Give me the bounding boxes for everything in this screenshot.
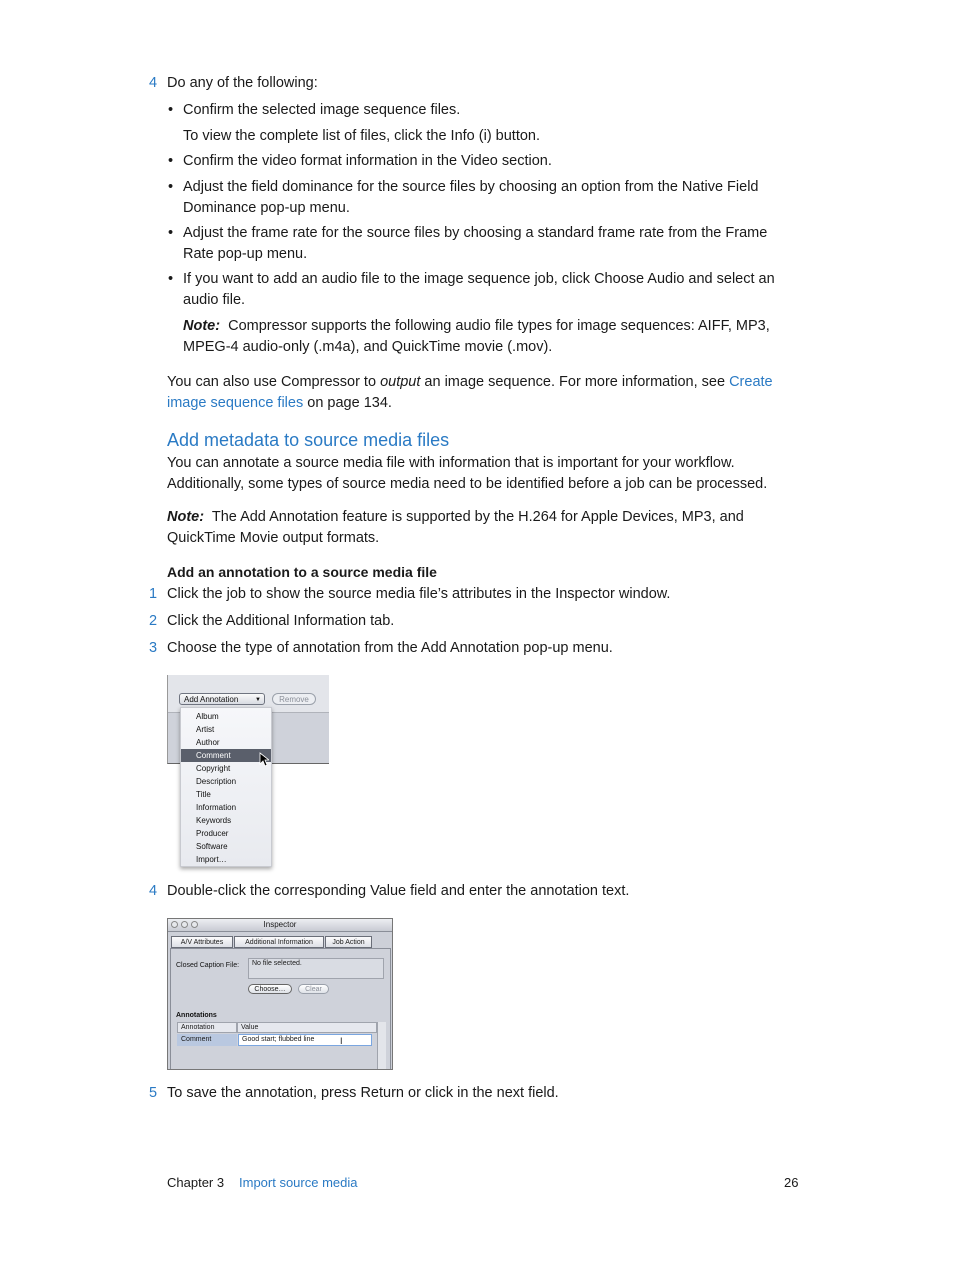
remove-button[interactable]: Remove bbox=[272, 693, 316, 705]
step-text: Choose the type of annotation from the Add Annotation pop-up menu. bbox=[167, 640, 613, 656]
choose-button[interactable]: Choose… bbox=[248, 984, 292, 994]
mouse-pointer-icon bbox=[259, 752, 269, 767]
bullet-text: Adjust the frame rate for the source files by choosing a standard frame rate from the Frame Rate pop-up menu. bbox=[183, 225, 768, 262]
task-subheading: Add an annotation to a source media file bbox=[167, 564, 437, 580]
chevron-down-icon: ▼ bbox=[255, 697, 261, 703]
menu-item-producer[interactable]: Producer bbox=[196, 829, 229, 838]
para-text: on page 134. bbox=[303, 395, 392, 411]
step-number: 4 bbox=[149, 883, 158, 899]
step-text: Do any of the following: bbox=[167, 75, 318, 91]
closed-caption-label: Closed Caption File: bbox=[176, 962, 240, 969]
tab-additional-information[interactable]: Additional Information bbox=[234, 936, 324, 948]
bullet-text: Confirm the selected image sequence files. bbox=[183, 102, 461, 118]
bullet-dot: • bbox=[168, 102, 174, 118]
footer-chapter: Chapter 3 bbox=[167, 1175, 225, 1190]
value-edit-field[interactable]: Good start; flubbed line bbox=[238, 1034, 372, 1046]
bullet-text: If you want to add an audio file to the image sequence job, click Choose Audio and select an audio file. bbox=[183, 271, 775, 308]
menu-item-title[interactable]: Title bbox=[196, 790, 211, 799]
step-number: 4 bbox=[149, 75, 158, 91]
step-number: 3 bbox=[149, 640, 158, 656]
close-window-icon[interactable] bbox=[171, 921, 178, 928]
step-text: To save the annotation, press Return or click in the next field. bbox=[167, 1085, 559, 1101]
page-number: 26 bbox=[784, 1175, 799, 1190]
column-header-annotation[interactable]: Annotation bbox=[177, 1022, 237, 1033]
step-text: Click the job to show the source media file’s attributes in the Inspector window. bbox=[167, 586, 671, 602]
step-text: Click the Additional Information tab. bbox=[167, 613, 395, 629]
footer-chapter-link[interactable]: Import source media bbox=[239, 1175, 358, 1190]
tab-job-action[interactable]: Job Action bbox=[325, 936, 372, 948]
annotation-cell[interactable]: Comment bbox=[177, 1034, 237, 1046]
bullet-dot: • bbox=[168, 225, 174, 241]
add-annotation-popup[interactable] bbox=[179, 693, 265, 705]
para-italic: output bbox=[380, 374, 421, 390]
bullet-dot: • bbox=[168, 153, 174, 169]
para-text: You can also use Compressor to bbox=[167, 374, 381, 390]
audio-note bbox=[183, 316, 793, 358]
note-text: The Add Annotation feature is supported by the H.264 for Apple Devices, MP3, and QuickTime Movie output formats. bbox=[167, 509, 744, 546]
menu-item-artist[interactable]: Artist bbox=[196, 725, 215, 734]
annotation-menu bbox=[180, 707, 272, 867]
menu-item-import[interactable]: Import… bbox=[196, 855, 227, 864]
table-scrollbar[interactable] bbox=[377, 1022, 386, 1070]
popup-label: Add Annotation bbox=[184, 695, 239, 704]
section-intro: You can annotate a source media file with information that is important for your workflow. Additionally, some types of source media need to be identified before a job can be processed. bbox=[167, 455, 768, 492]
menu-item-information[interactable]: Information bbox=[196, 803, 237, 812]
minimize-window-icon[interactable] bbox=[181, 921, 188, 928]
bullet-text: Adjust the field dominance for the source files by choosing an option from the Native Field Dominance pop-up menu. bbox=[183, 179, 759, 216]
para-text: an image sequence. For more information, see bbox=[420, 374, 730, 390]
menu-item-software[interactable]: Software bbox=[196, 842, 228, 851]
section-heading: Add metadata to source media files bbox=[167, 430, 450, 450]
menu-item-comment[interactable]: Comment bbox=[181, 749, 271, 762]
inspector-titlebar bbox=[168, 919, 392, 932]
menu-item-description[interactable]: Description bbox=[196, 777, 237, 786]
menu-item-album[interactable]: Album bbox=[196, 712, 219, 721]
step-text: Double-click the corresponding Value field and enter the annotation text. bbox=[167, 883, 630, 899]
clear-button[interactable]: Clear bbox=[298, 984, 329, 994]
menu-item-author[interactable]: Author bbox=[196, 738, 220, 747]
tab-av-attributes[interactable]: A/V Attributes bbox=[171, 936, 233, 948]
note-label: Note: bbox=[167, 509, 205, 525]
closed-caption-field: No file selected. bbox=[248, 958, 384, 979]
inspector-screenshot bbox=[167, 918, 393, 1070]
text-cursor-icon: Ι bbox=[340, 1036, 343, 1046]
step-number: 1 bbox=[149, 586, 158, 602]
note-text: Compressor supports the following audio file types for image sequences: AIFF, MP3, MPEG-4 audio-only (.m4a), and QuickTime movie (.mov). bbox=[183, 318, 770, 355]
bullet-dot: • bbox=[168, 271, 174, 287]
column-header-value[interactable]: Value bbox=[237, 1022, 377, 1033]
bullet-followup: To view the complete list of files, click the Info (i) button. bbox=[183, 128, 541, 144]
bullet-text: Confirm the video format information in the Video section. bbox=[183, 153, 552, 169]
window-title: Inspector bbox=[263, 920, 297, 929]
output-paragraph bbox=[167, 372, 782, 414]
menu-item-copyright[interactable]: Copyright bbox=[196, 764, 231, 773]
bullet-dot: • bbox=[168, 179, 174, 195]
step-number: 2 bbox=[149, 613, 158, 629]
note-label: Note: bbox=[183, 318, 221, 334]
step-number: 5 bbox=[149, 1085, 158, 1101]
create-image-sequence-link[interactable]: Create image sequence files bbox=[167, 374, 773, 411]
zoom-window-icon[interactable] bbox=[191, 921, 198, 928]
menu-item-keywords[interactable]: Keywords bbox=[196, 816, 232, 825]
annotations-label: Annotations bbox=[176, 1012, 217, 1019]
section-note bbox=[167, 507, 767, 549]
